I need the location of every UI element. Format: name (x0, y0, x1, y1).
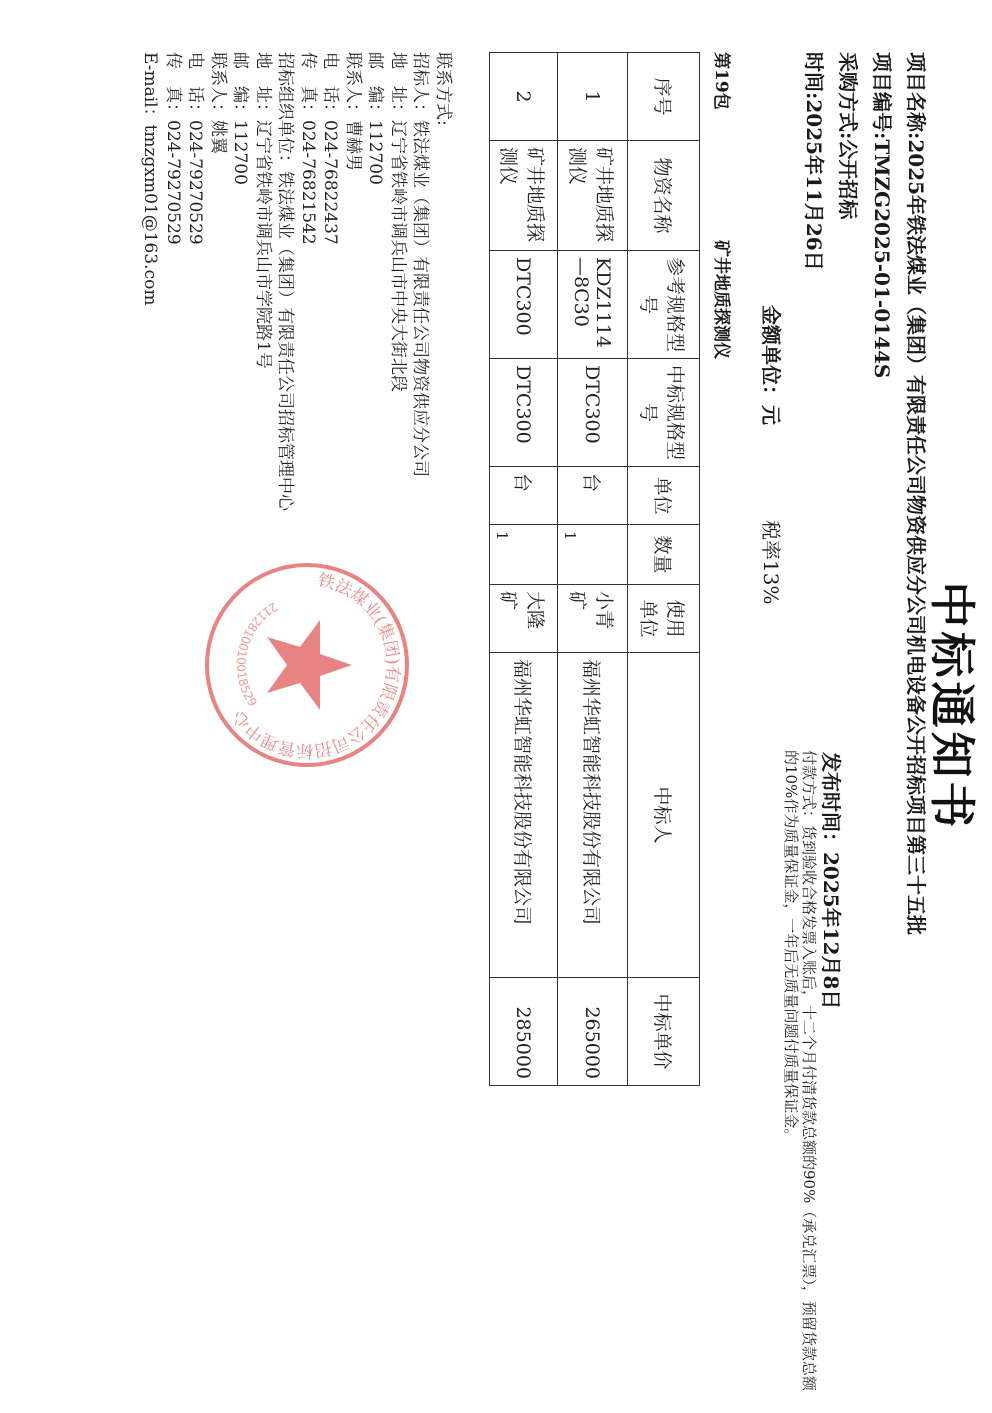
contact-line: 联系人：姚翼 (208, 52, 228, 154)
cell-awarded-model: DTC300 (558, 359, 628, 467)
cell-unit: 台 (490, 467, 558, 525)
contact-line: 传 真：024-76821542 (298, 52, 318, 245)
contact-line: 电 话：024-76822437 (320, 52, 341, 245)
contact-heading: 联系方式: (433, 52, 453, 126)
cell-winning-bidder: 福州华虹智能科技股份有限公司 (558, 653, 628, 978)
cell-quantity: 1 (558, 525, 628, 585)
cell-unit-price: 285000 (490, 978, 558, 1086)
cell-user-unit: 大隆矿 (490, 585, 558, 653)
tender-time-label: 时间: (802, 52, 826, 100)
award-table (489, 52, 700, 1086)
procurement-method: 公开招标 (836, 139, 860, 220)
tender-time: 2025年11月26日 (802, 99, 826, 271)
package-name: 矿井地质探测仪 (711, 240, 731, 359)
contact-line: 传 真：024-79270529 (163, 52, 183, 245)
publish-time-line (818, 752, 847, 1009)
contact-line: 招标人：铁法煤业（集团）有限责任公司物资供应分公司 (410, 52, 431, 477)
project-name-line (903, 52, 932, 935)
header-unit: 单位 (628, 467, 700, 525)
seal-serial: 2112810010018529 (233, 599, 280, 710)
header-serial: 序号 (628, 53, 700, 141)
cell-winning-bidder: 福州华虹智能科技股份有限公司 (490, 653, 558, 978)
contact-line: 招标组织单位：铁法煤业（集团）有限责任公司招标管理中心 (275, 52, 296, 511)
project-name-label: 项目名称: (904, 52, 928, 140)
contact-line: E-mail：tmzgxm01@163.com (140, 52, 161, 306)
cell-user-unit: 小青矿 (558, 585, 628, 653)
project-name: 2025年铁法煤业（集团）有限责任公司物资供应分公司机电设备公开招标项目第三十五批 (904, 139, 928, 936)
cell-awarded-model: DTC300 (490, 359, 558, 467)
cell-quantity: 1 (490, 525, 558, 585)
tender-time-line (801, 52, 830, 271)
header-unit-price: 中标单价 (628, 978, 700, 1086)
cell-unit: 台 (558, 467, 628, 525)
page-title: 中标通知书 (925, 581, 979, 832)
contact-section (139, 52, 454, 511)
tax-rate: 税率13% (759, 520, 783, 605)
contact-line: 地 址：辽宁省铁岭市调兵山市中央大街北段 (388, 52, 408, 392)
package-number: 第19包 (711, 52, 731, 110)
contact-line: 邮 编：112700 (230, 52, 251, 185)
contact-line: 邮 编：112700 (365, 52, 386, 185)
official-seal-stamp (202, 560, 412, 770)
amount-unit: 金额单位：元 (759, 305, 783, 425)
table-row (558, 53, 628, 1086)
cell-serial: 1 (558, 53, 628, 141)
seal-text: 铁法煤业(集团)有限责任公司招标管理中心 (228, 570, 403, 761)
project-number: TMZG2025-01-0144S (870, 139, 894, 379)
seal-star-icon (267, 620, 352, 710)
header-winning-bidder: 中标人 (628, 653, 700, 978)
contact-line: 电 话：024-79270529 (185, 52, 206, 245)
table-header-row (628, 53, 700, 1086)
cell-item-name: 矿井地质探测仪 (490, 141, 558, 251)
header-reference-model: 参考规格型号 (628, 251, 700, 359)
publish-time-label: 发布时间： (819, 752, 843, 852)
cell-unit-price: 265000 (558, 978, 628, 1086)
project-number-line (869, 52, 898, 378)
procurement-method-label: 采购方式: (836, 52, 860, 140)
cell-reference-model: DTC300 (490, 251, 558, 359)
table-row (490, 53, 558, 1086)
header-user-unit: 使用单位 (628, 585, 700, 653)
publish-date: 2025年12月8日 (819, 852, 843, 1010)
procurement-method-line (835, 52, 864, 219)
project-number-label: 项目编号: (870, 52, 894, 140)
contact-line: 联系人：曹赫男 (343, 52, 363, 171)
header-awarded-model: 中标规格型号 (628, 359, 700, 467)
cell-reference-model: KDZ1114—8C30 (558, 251, 628, 359)
cell-item-name: 矿井地质探测仪 (558, 141, 628, 251)
cell-serial: 2 (490, 53, 558, 141)
contact-line: 地 址：辽宁省铁岭市调兵山市学院路1号 (253, 52, 273, 369)
payment-terms: 付款方式：货到验收合格发票入账后，十二个月付清货款总额的90%（承兑汇票），预留货款总额的10%作为质量保证金，一年后无质量问题付质量保证金。 (782, 750, 818, 1391)
header-quantity: 数量 (628, 525, 700, 585)
header-item-name: 物资名称 (628, 141, 700, 251)
